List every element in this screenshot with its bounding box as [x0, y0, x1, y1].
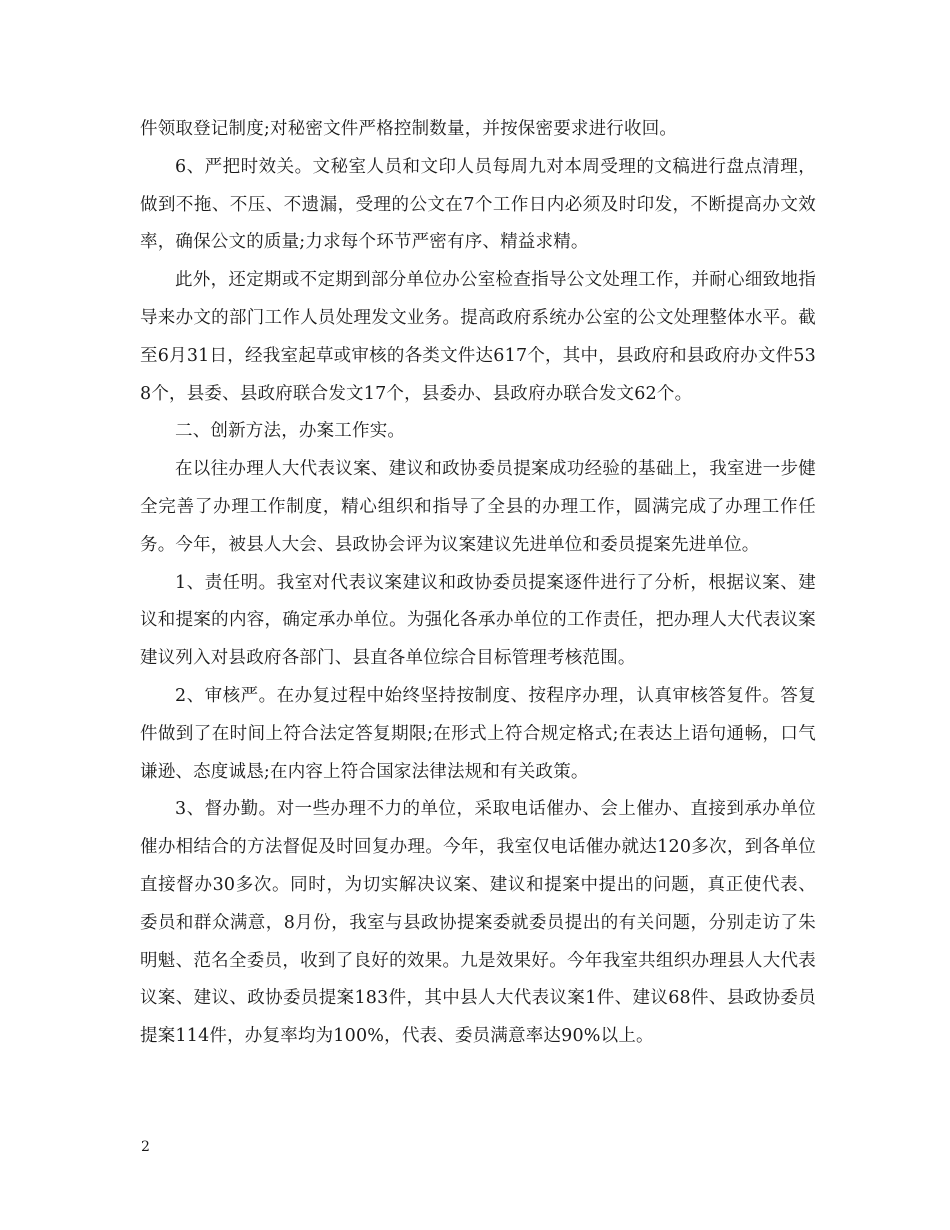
- page-number: 2: [141, 1139, 150, 1155]
- paragraph-proposals-overview: 在以往办理人大代表议案、建议和政协委员提案成功经验的基础上，我室进一步健全完善了办理工作制度，精心组织和指导了全县的办理工作，圆满完成了办理工作任务。今年，被县人大会、县政协会评为议案建议先进单位和委员提案先进单位。: [140, 459, 816, 555]
- paragraph-supervision: 3、督办勤。对一些办理不力的单位，采取电话催办、会上催办、直接到承办单位催办相结合的方法督促及时回复办理。今年，我室仅电话催办就达120多次，到各单位直接督办30多次。同时，为切实解决议案、建议和提案中提出的问题，真正使代表、委员和群众满意，8月份，我室与县政协提案委就委员提出的有关问题，分别走访了朱明魁、范名全委员，收到了良好的效果。九是效果好。今年我室共组织办理县人大代表议案、建议、政协委员提案183件，其中县人大代表议案1件、建议68件、县政协委员提案114件，办复率均为100%，代表、委员满意率达90%以上。: [140, 799, 816, 1047]
- paragraph-review: 2、审核严。在办复过程中始终坚持按制度、按程序办理，认真审核答复件。答复件做到了在时间上符合法定答复期限;在形式上符合规定格式;在表达上语句通畅，口气谦逊、态度诚恳;在内容上符合国家法律法规和有关政策。: [140, 685, 816, 782]
- paragraph-timeliness: 6、严把时效关。文秘室人员和文印人员每周九对本周受理的文稿进行盘点清理，做到不拖、不压、不遗漏，受理的公文在7个工作日内必须及时印发，不断提高办文效率，确保公文的质量;力求每个环节严密有序、精益求精。: [140, 156, 816, 253]
- paragraph-continuation: 件领取登记制度;对秘密文件严格控制数量，并按保密要求进行收回。: [140, 119, 678, 139]
- document-body: [140, 111, 816, 1056]
- paragraph-inspection: 此外，还定期或不定期到部分单位办公室检查指导公文处理工作，并耐心细致地指导来办文的部门工作人员处理发文业务。提高政府系统办公室的公文处理整体水平。截至6月31日，经我室起草或审核的各类文件达617个，其中，县政府和县政府办文件538个，县委、县政府联合发文17个，县委办、县政府办联合发文62个。: [140, 270, 816, 404]
- section-heading-innovation: 二、创新方法，办案工作实。: [175, 421, 406, 442]
- paragraph-responsibility: 1、责任明。我室对代表议案建议和政协委员提案逐件进行了分析，根据议案、建议和提案的内容，确定承办单位。为强化各承办单位的工作责任，把办理人大代表议案建议列入对县政府各部门、县直各单位综合目标管理考核范围。: [140, 572, 816, 669]
